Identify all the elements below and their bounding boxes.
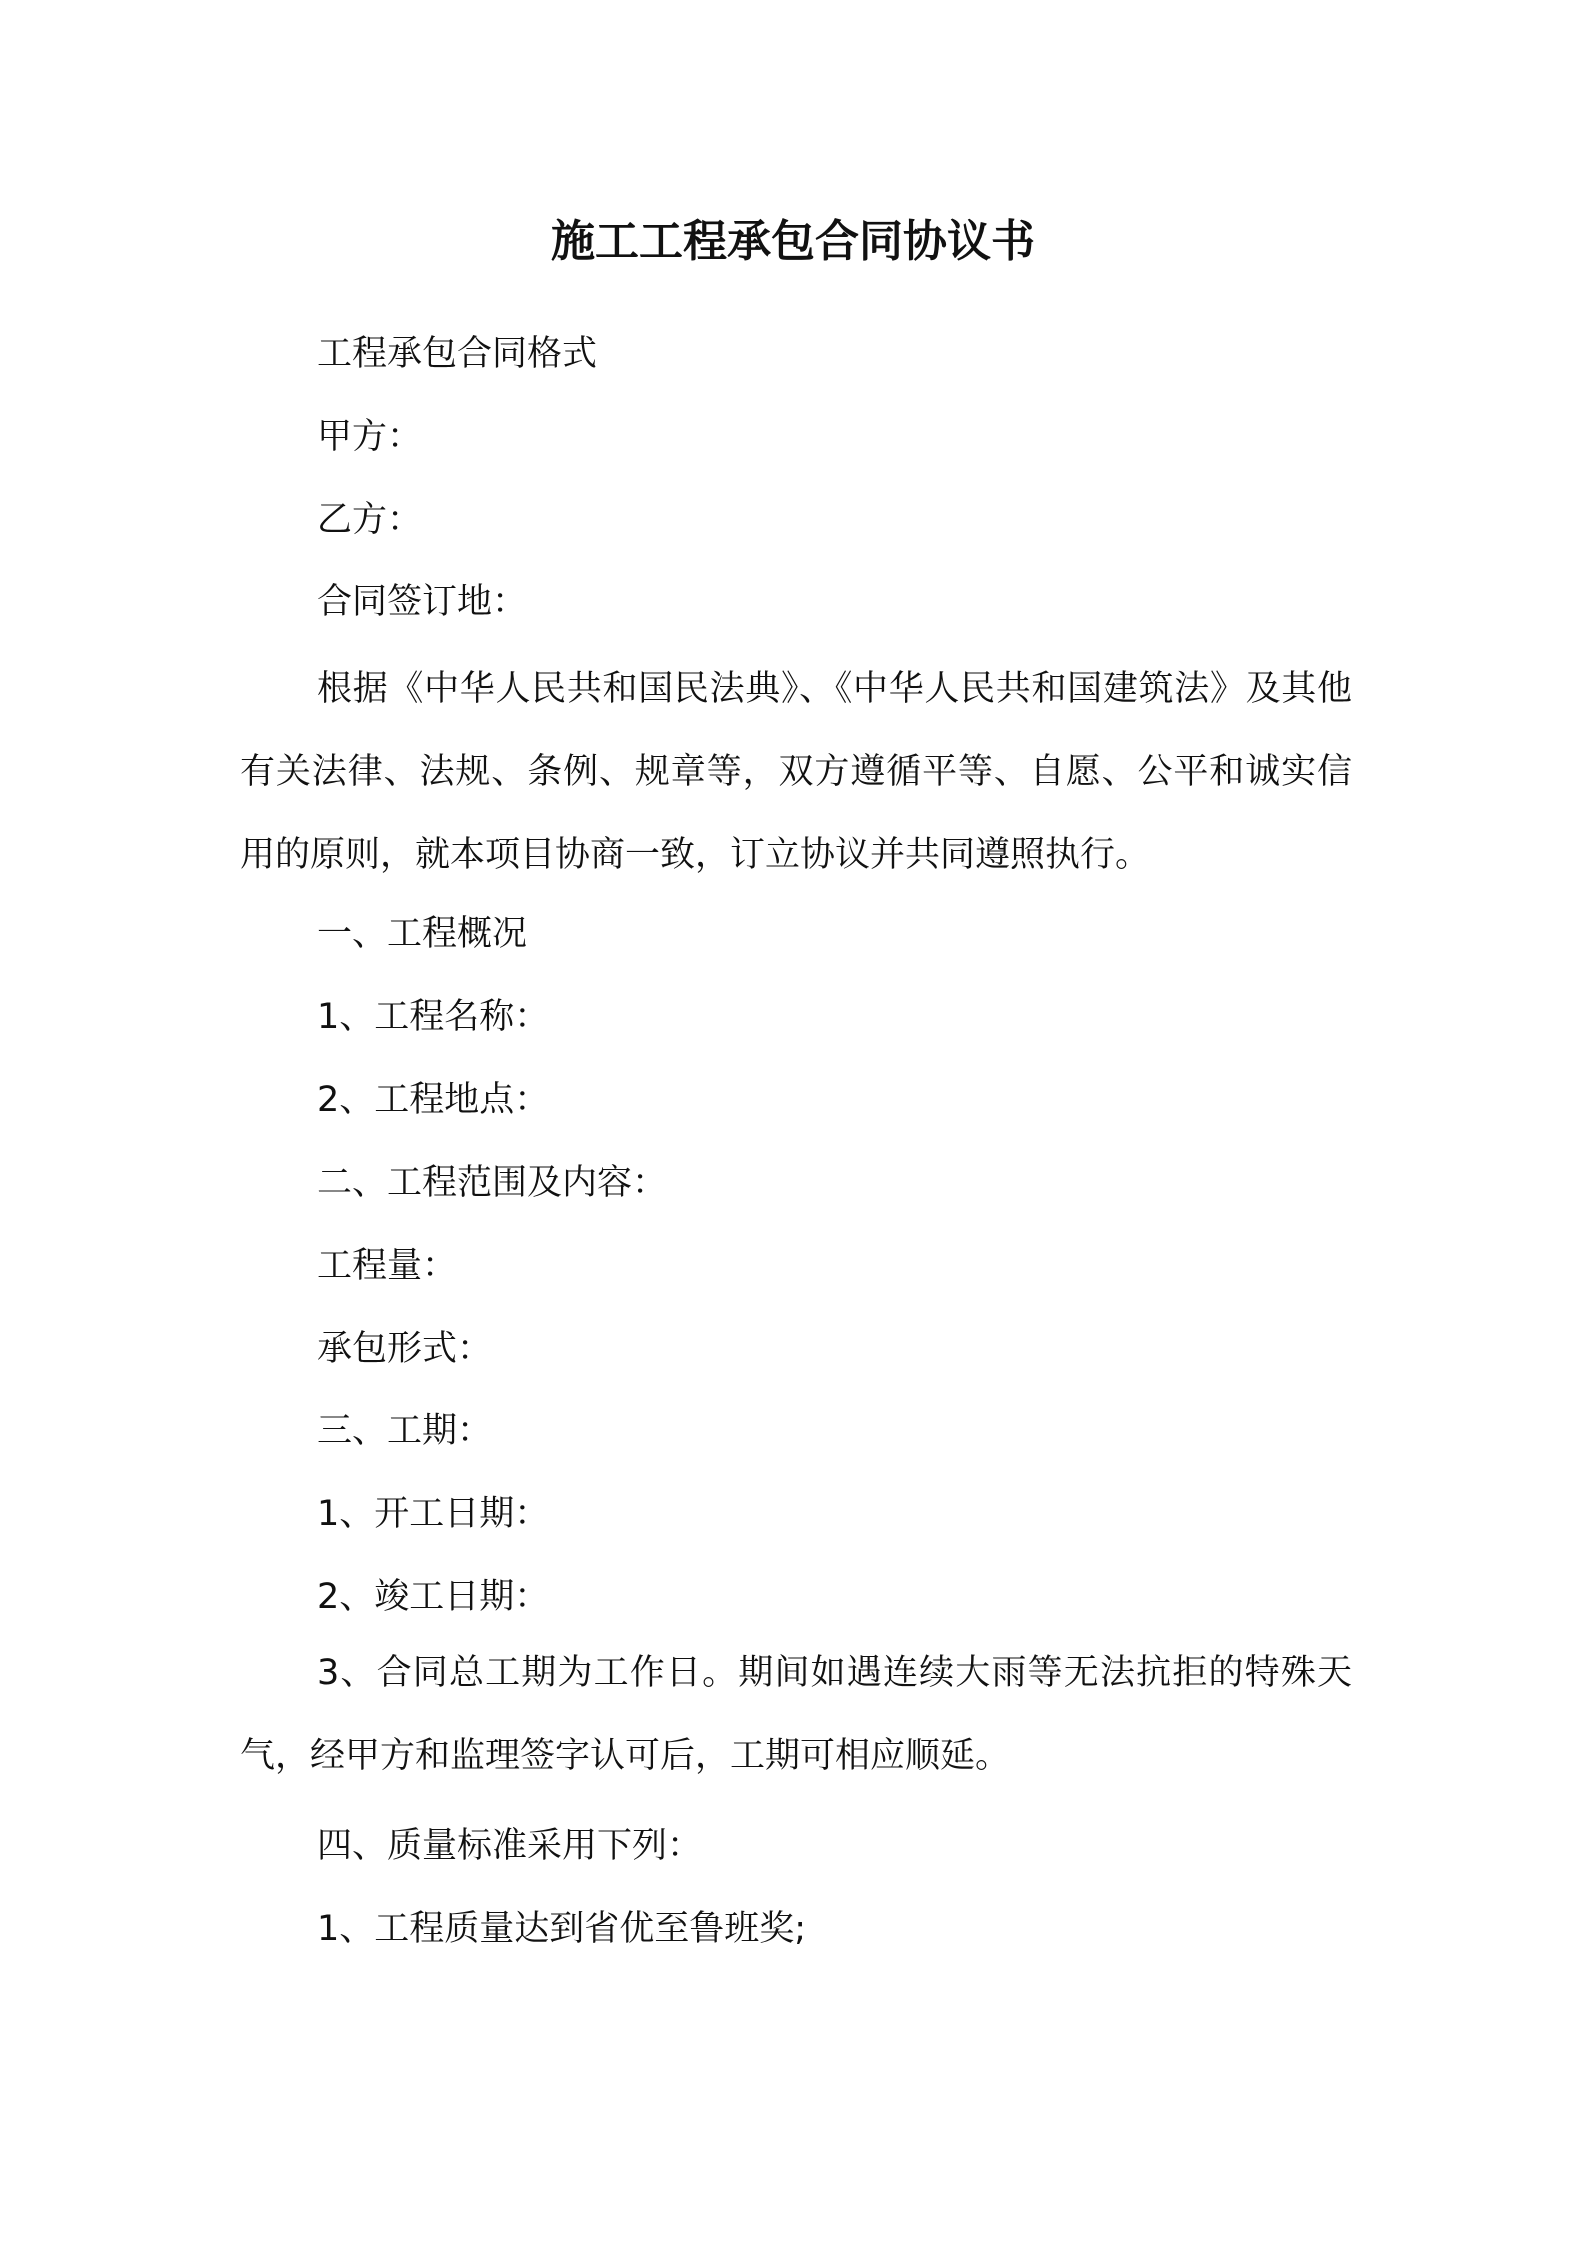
basis-paragraph: 根据《中华人民共和国民法典》、《中华人民共和国建筑法》及其他有关法律、法规、条例、规章等，双方遵循平等、自愿、公平和诚实信用的原则，就本项目协商一致，订立协议并共同遵照执行。: [240, 669, 1352, 875]
start-date-line: 1、开工日期：: [317, 1494, 550, 1534]
contract-format-heading: 工程承包合同格式: [317, 334, 598, 374]
duration-paragraph: 3、合同总工期为工作日。期间如遇连续大雨等无法抗拒的特殊天气，经甲方和监理签字认可后，工期可相应顺延。: [240, 1653, 1352, 1776]
section-3-heading: 三、工期：: [317, 1411, 493, 1451]
party-b-line: 乙方：: [317, 500, 423, 540]
signing-place-line: 合同签订地：: [317, 582, 528, 622]
section-1-heading: 一、工程概况: [317, 914, 528, 954]
section-2-heading: 二、工程范围及内容：: [317, 1163, 668, 1203]
party-a-line: 甲方：: [317, 417, 423, 457]
quality-item-1: 1、工程质量达到省优至鲁班奖;: [317, 1909, 807, 1949]
project-location-line: 2、工程地点：: [317, 1080, 550, 1120]
project-name-line: 1、工程名称：: [317, 997, 550, 1037]
quantity-line: 工程量：: [317, 1246, 458, 1286]
section-4-heading: 四、质量标准采用下列：: [317, 1826, 703, 1866]
end-date-line: 2、竣工日期：: [317, 1577, 550, 1617]
document-title: 施工工程承包合同协议书: [551, 216, 1035, 267]
contract-form-line: 承包形式：: [317, 1329, 493, 1369]
